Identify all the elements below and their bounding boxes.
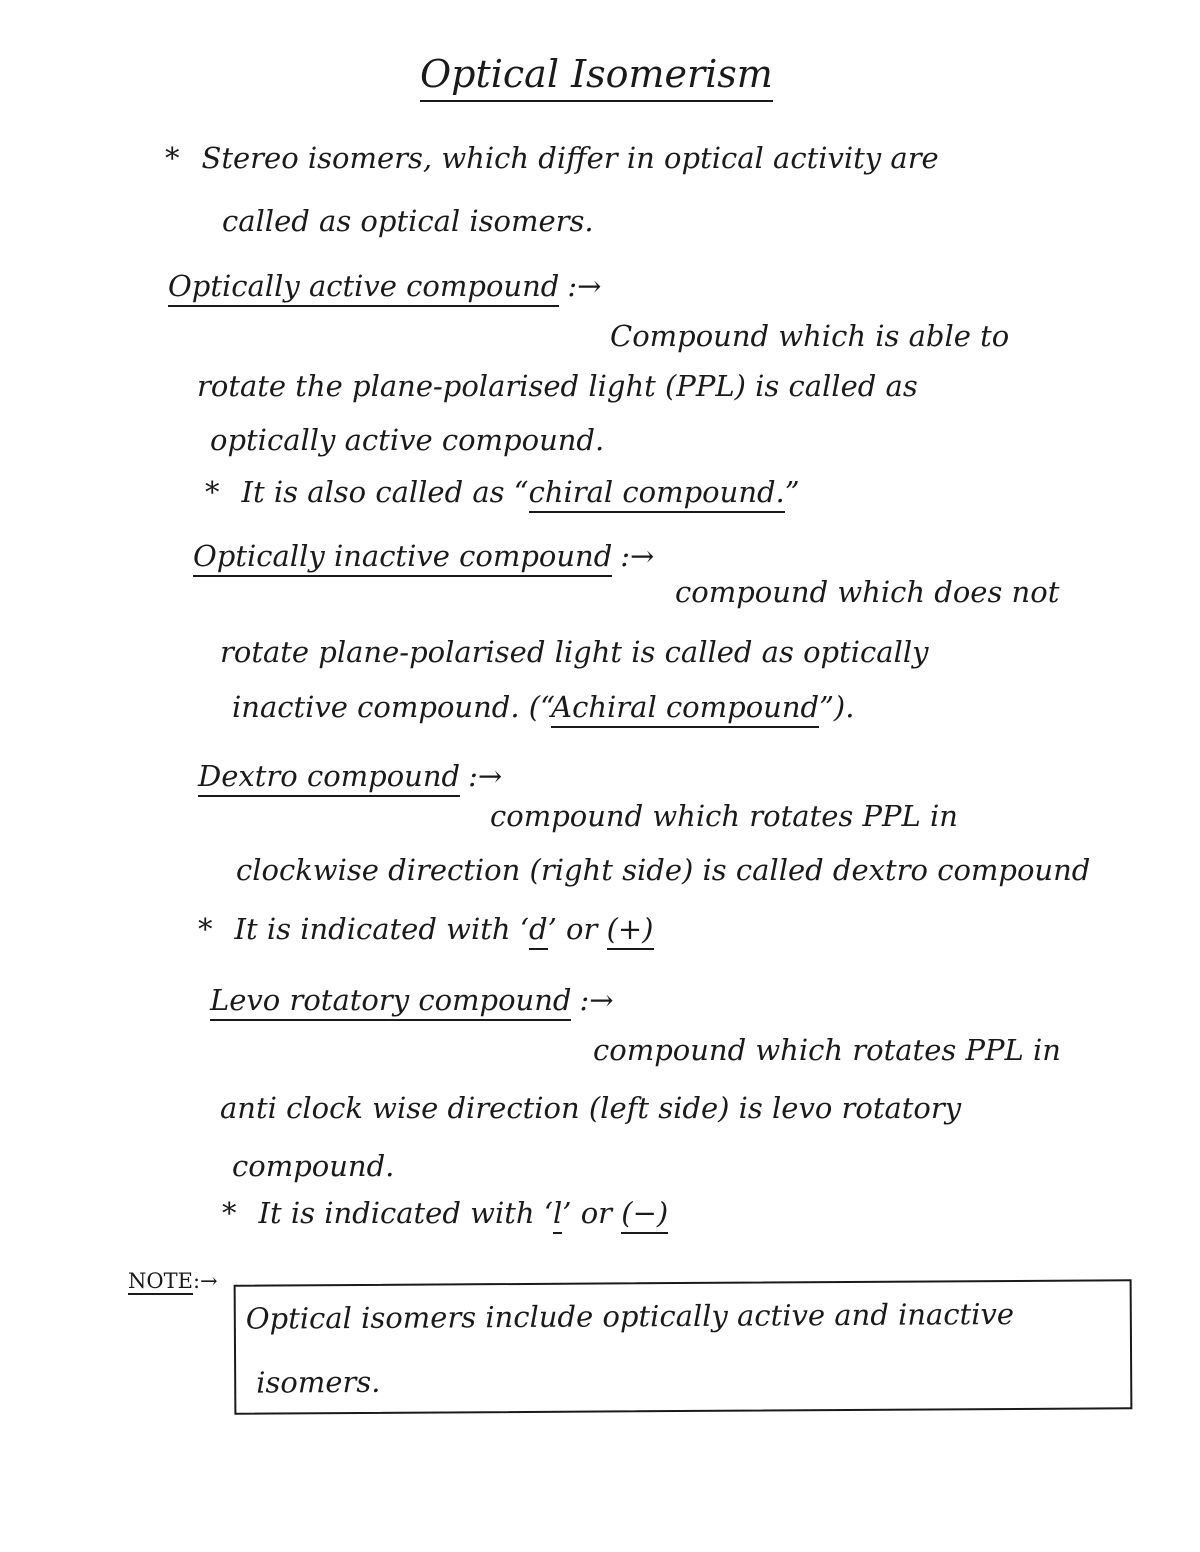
chiral-term: chiral compound.: [529, 475, 785, 513]
arrow-icon: :→: [468, 759, 503, 793]
bullet-star-icon: *: [165, 141, 180, 175]
bullet-star-icon: *: [198, 912, 213, 946]
note-label: NOTE:→: [128, 1269, 218, 1293]
active-line-1: Compound which is able to: [610, 319, 1010, 353]
page-title: Optical Isomerism: [420, 52, 773, 96]
inactive-line-3: inactive compound. (“Achiral compound”).: [232, 689, 854, 725]
active-line-3: optically active compound.: [210, 423, 605, 457]
inactive-line-1: compound which does not: [675, 575, 1060, 609]
inactive-line-2: rotate plane-polarised light is called as optically: [220, 635, 929, 669]
bullet-star-icon: *: [205, 475, 220, 509]
note-line-2: isomers.: [256, 1364, 381, 1400]
levo-note: * It is indicated with ‘l’ or (−): [222, 1195, 668, 1231]
levo-sign: (−): [621, 1196, 668, 1234]
levo-symbol: l: [553, 1196, 562, 1234]
dextro-symbol: d: [529, 912, 548, 950]
note-line-1: Optical isomers include optically active and inactive: [245, 1296, 1015, 1336]
bullet-star-icon: *: [222, 1196, 237, 1230]
arrow-icon: :→: [620, 539, 655, 573]
intro-line-1: * Stereo isomers, which differ in optical activity are: [165, 141, 939, 175]
heading-optically-inactive: Optically inactive compound :→: [193, 538, 654, 574]
dextro-sign: (+): [607, 912, 654, 950]
active-line-2: rotate the plane-polarised light (PPL) is called as: [197, 369, 918, 403]
heading-optically-active: Optically active compound :→: [168, 268, 601, 304]
dextro-note: * It is indicated with ‘d’ or (+): [198, 911, 654, 947]
dextro-line-2: clockwise direction (right side) is called dextro compound: [236, 853, 1091, 887]
levo-line-1: compound which rotates PPL in: [593, 1033, 1061, 1067]
arrow-icon: :→: [192, 1269, 218, 1293]
active-note: * It is also called as “chiral compound.”: [205, 474, 800, 510]
heading-dextro: Dextro compound :→: [198, 758, 502, 794]
note-box: [234, 1279, 1133, 1414]
heading-levo: Levo rotatory compound :→: [210, 982, 614, 1018]
arrow-icon: :→: [567, 269, 602, 303]
arrow-icon: :→: [579, 983, 614, 1017]
intro-line-2: called as optical isomers.: [222, 204, 594, 238]
dextro-line-1: compound which rotates PPL in: [490, 799, 958, 833]
levo-line-2: anti clock wise direction (left side) is levo rotatory: [220, 1091, 962, 1125]
achiral-term: Achiral compound: [551, 690, 819, 728]
levo-line-3: compound.: [232, 1149, 395, 1183]
